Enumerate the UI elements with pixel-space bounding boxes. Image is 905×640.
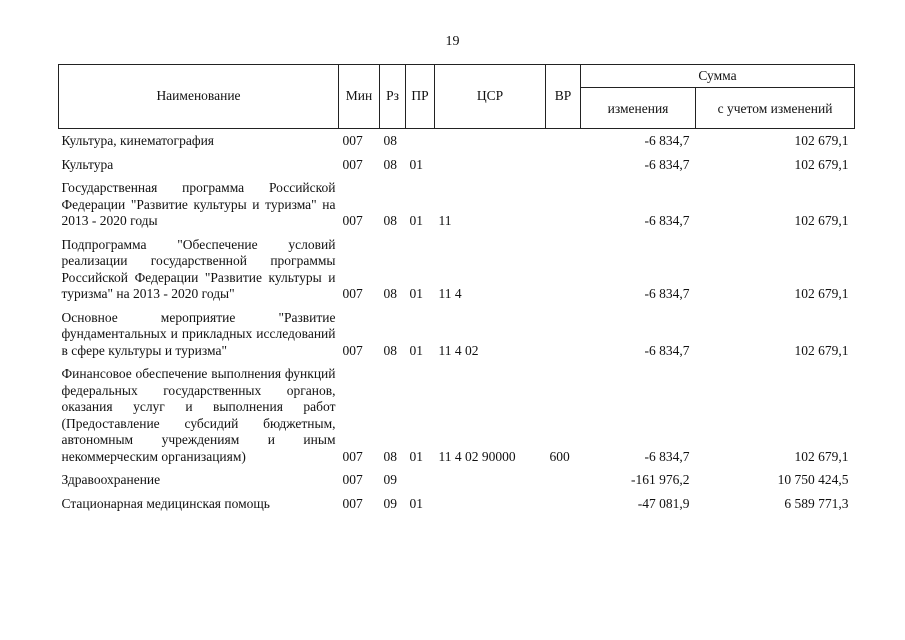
row-csr [435, 129, 546, 154]
row-pr: 01 [409, 286, 423, 301]
table-row [59, 129, 855, 154]
row-change: -6 834,7 [644, 133, 690, 148]
row-pr: 01 [409, 342, 423, 358]
row-csr [435, 469, 546, 493]
header-rz: Рз [380, 65, 406, 129]
row-vr [546, 154, 581, 178]
row-rz: 08 [383, 286, 397, 301]
table-row [59, 469, 855, 493]
row-pr [406, 469, 435, 493]
table-row [59, 234, 855, 307]
row-csr: 11 4 02 90000 [438, 448, 516, 464]
row-rz: 08 [383, 448, 397, 464]
row-vr [546, 129, 581, 154]
table-body [59, 129, 855, 517]
table-row [59, 493, 855, 517]
row-csr: 11 4 [438, 286, 462, 301]
row-min: 007 [342, 448, 363, 464]
row-csr [435, 493, 546, 517]
budget-table [58, 64, 855, 516]
table-header [59, 65, 855, 129]
row-name: Основное мероприятие "Развитие фундаментальных и прикладных исследований в сфере культуры и туризма" [61, 309, 336, 358]
table-row [59, 307, 855, 364]
row-pr: 01 [409, 156, 423, 172]
row-name: Финансовое обеспечение выполнения функций федеральных государственных органов, оказания услуг и выполнения работ (Предоставление субсидий бюджетным, автономным учреждениям и иным некоммерческим организациям) [61, 366, 336, 464]
row-vr [546, 493, 581, 517]
row-rz: 08 [383, 133, 397, 148]
row-change: -6 834,7 [644, 448, 690, 464]
header-csr: ЦСР [435, 65, 546, 129]
row-min: 007 [342, 286, 363, 301]
table-row [59, 154, 855, 178]
row-pr [406, 129, 435, 154]
row-name: Стационарная медицинская помощь [61, 495, 270, 511]
row-rz: 08 [383, 156, 397, 172]
row-rz: 08 [383, 342, 397, 358]
row-vr [546, 177, 581, 234]
row-min: 007 [342, 495, 363, 511]
row-pr: 01 [409, 213, 423, 228]
row-vr [546, 307, 581, 364]
header-pr: ПР [406, 65, 435, 129]
row-min: 007 [342, 156, 363, 172]
row-min: 007 [342, 133, 363, 148]
row-pr: 01 [409, 495, 423, 511]
table-row [59, 177, 855, 234]
row-change: -6 834,7 [644, 286, 690, 301]
header-min: Мин [339, 65, 380, 129]
header-name: Наименование [59, 65, 339, 129]
row-change: -6 834,7 [644, 342, 690, 358]
row-min: 007 [342, 472, 363, 487]
page-number: 19 [445, 34, 460, 49]
row-total: 102 679,1 [794, 133, 849, 148]
row-rz: 09 [383, 472, 397, 487]
row-total: 102 679,1 [794, 213, 849, 228]
row-total: 102 679,1 [794, 286, 849, 301]
row-vr [546, 234, 581, 307]
row-name: Подпрограмма "Обеспечение условий реализации государственной программы Российской Федерации "Развитие культуры и туризма" на 2013 - 2020 годы" [61, 236, 336, 301]
row-total: 6 589 771,3 [784, 495, 849, 511]
header-vr: ВР [546, 65, 581, 129]
header-change: изменения [581, 88, 696, 129]
row-name: Культура [61, 156, 114, 172]
row-csr [435, 154, 546, 178]
row-change: -6 834,7 [644, 213, 690, 228]
row-change: -161 976,2 [631, 472, 690, 487]
row-csr: 11 [438, 213, 452, 228]
row-total: 10 750 424,5 [777, 472, 849, 487]
row-total: 102 679,1 [794, 448, 849, 464]
row-total: 102 679,1 [794, 342, 849, 358]
row-vr: 600 [549, 448, 570, 464]
header-total: с учетом изменений [696, 88, 855, 129]
row-min: 007 [342, 213, 363, 228]
header-sum: Сумма [581, 65, 855, 88]
row-change: -47 081,9 [637, 495, 690, 511]
row-rz: 09 [383, 495, 397, 511]
row-min: 007 [342, 342, 363, 358]
row-pr: 01 [409, 448, 423, 464]
row-total: 102 679,1 [794, 156, 849, 172]
row-name: Культура, кинематография [61, 133, 215, 148]
row-vr [546, 469, 581, 493]
row-change: -6 834,7 [644, 156, 690, 172]
row-csr: 11 4 02 [438, 342, 479, 358]
row-name: Здравоохранение [61, 472, 161, 487]
row-name: Государственная программа Российской Федерации "Развитие культуры и туризма" на 2013 - 2020 годы [61, 180, 336, 228]
table-row [59, 363, 855, 469]
row-rz: 08 [383, 213, 397, 228]
